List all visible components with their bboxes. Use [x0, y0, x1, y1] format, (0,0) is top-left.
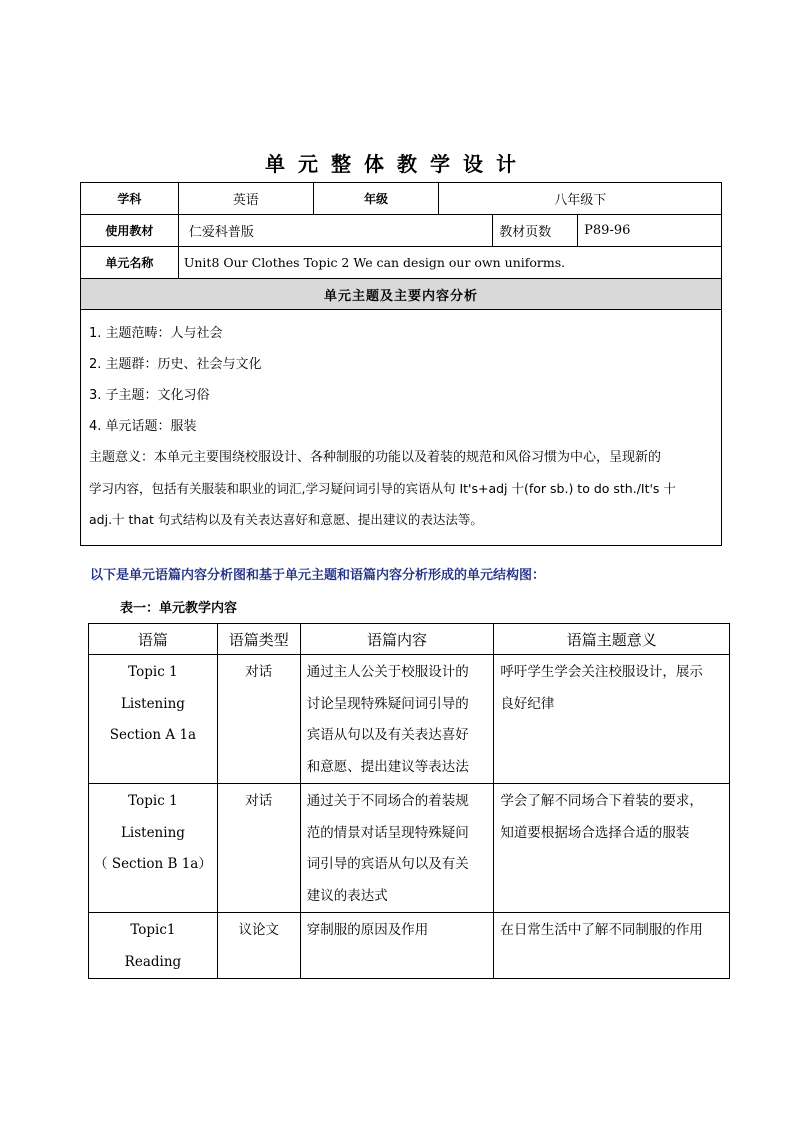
type-cell: 对话 [217, 655, 300, 784]
type-cell: 议论文 [217, 913, 300, 979]
page-title: 单元整体教学设计 [265, 152, 529, 176]
meaning-line: 学习内容，包括有关服装和职业的词汇,学习疑问词引导的宾语从句 It's+adj 十(for sb.) to do sth./It's 十 [89, 481, 676, 496]
topic-cell: Topic 1 Listening （ Section B 1a） [89, 784, 218, 913]
header-meaning: 语篇主题意义 [494, 624, 730, 655]
unit-info-table [80, 182, 722, 546]
header-type: 语篇类型 [217, 624, 300, 655]
pages-label: 教材页数 [493, 215, 578, 247]
content-cell: 通过主人公关于校服设计的 讨论呈现特殊疑问词引导的 宾语从句以及有关表达喜好 和意愿、提出建议等表达法 [300, 655, 494, 784]
subject-value: 英语 [178, 183, 313, 215]
teaching-content-table [88, 623, 730, 979]
topic-cell: Topic1 Reading [89, 913, 218, 979]
textbook-value: 仁爱科普版 [178, 215, 492, 247]
pages-value: P89-96 [578, 215, 722, 247]
textbook-label: 使用教材 [81, 215, 179, 247]
content-cell: 穿制服的原因及作用 [300, 913, 494, 979]
structure-intro: 以下是单元语篇内容分析图和基于单元主题和语篇内容分析形成的单元结构图： [90, 568, 546, 583]
grade-label: 年级 [313, 183, 439, 215]
meaning-line: 主题意义：本单元主要围绕校服设计、各种制服的功能以及着装的规范和风俗习惯为中心，呈现新的 [89, 450, 662, 465]
type-cell: 对话 [217, 784, 300, 913]
analysis-item: 3. 子主题：文化习俗 [89, 388, 210, 403]
table-row [89, 655, 730, 784]
unit-label: 单元名称 [81, 247, 179, 279]
analysis-header: 单元主题及主要内容分析 [81, 279, 722, 310]
unit-value: Unit8 Our Clothes Topic 2 We can design our own uniforms. [178, 247, 721, 279]
analysis-item: 1. 主题范畴：人与社会 [89, 326, 223, 341]
meaning-cell: 呼吁学生学会关注校服设计，展示 良好纪律 [494, 655, 730, 784]
table-row [89, 913, 730, 979]
meaning-line: adj.十 that 句式结构以及有关表达喜好和意愿、提出建议的表达法等。 [89, 512, 483, 527]
content-cell: 通过关于不同场合的着装规 范的情景对话呈现特殊疑问 词引导的宾语从句以及有关 建议的表达式 [300, 784, 494, 913]
analysis-item: 2. 主题群：历史、社会与文化 [89, 357, 262, 372]
grade-value: 八年级下 [439, 183, 722, 215]
table-row [89, 784, 730, 913]
analysis-item: 4. 单元话题：服装 [89, 419, 197, 434]
header-passage: 语篇 [89, 624, 218, 655]
header-content: 语篇内容 [300, 624, 494, 655]
analysis-body [81, 310, 722, 546]
meaning-cell: 学会了解不同场合下着装的要求， 知道要根据场合选择合适的服装 [494, 784, 730, 913]
topic-cell: Topic 1 Listening Section A 1a [89, 655, 218, 784]
meaning-cell: 在日常生活中了解不同制服的作用 [494, 913, 730, 979]
subject-label: 学科 [81, 183, 179, 215]
table1-caption: 表一：单元教学内容 [120, 601, 238, 616]
